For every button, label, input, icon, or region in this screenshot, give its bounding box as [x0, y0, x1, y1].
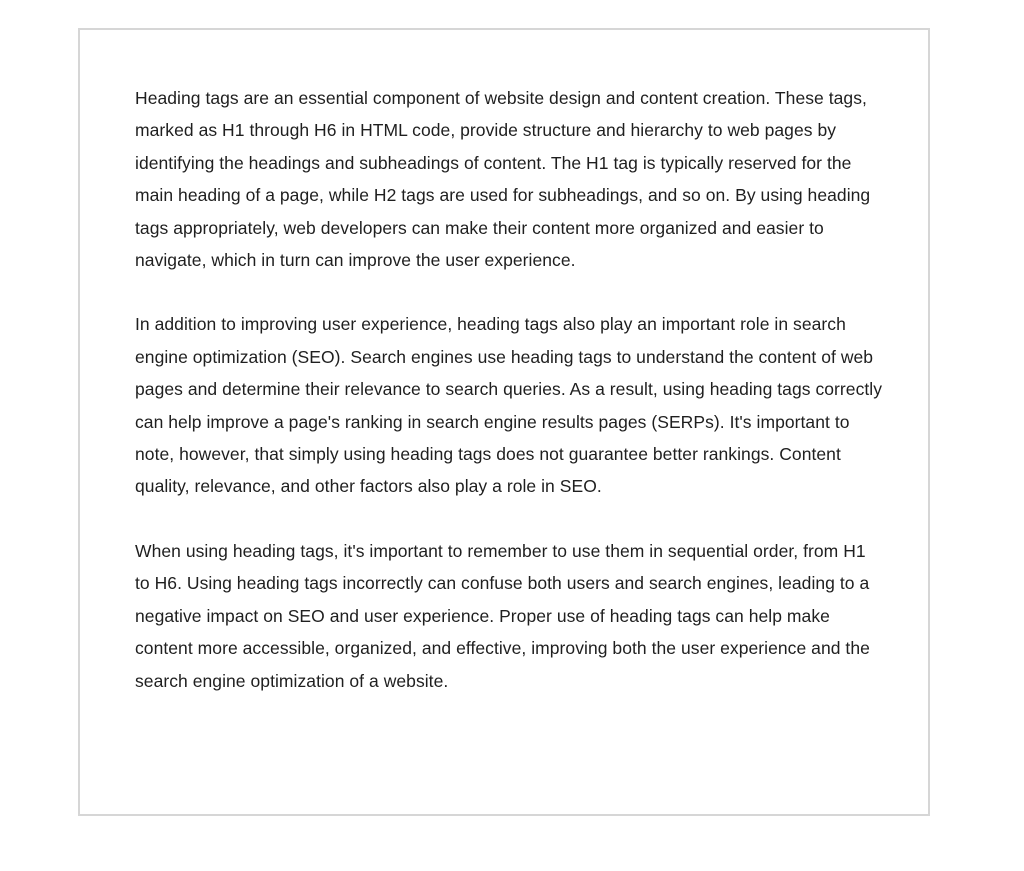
document-card	[78, 28, 930, 816]
paragraph-1: Heading tags are an essential component of website design and content creation. These tags, marked as H1 through H6 in HTML code, provide structure and hierarchy to web pages by identifying the headings and subheadings of content. The H1 tag is typically reserved for the main heading of a page, while H2 tags are used for subheadings, and so on. By using heading tags appropriately, web developers can make their content more organized and easier to navigate, which in turn can improve the user experience.	[135, 88, 871, 271]
paragraph-2: In addition to improving user experience, heading tags also play an important role in search engine optimization (SEO). Search engines use heading tags to understand the content of web pages and determine their relevance to search queries. As a result, using heading tags correctly can help improve a page's ranking in search engine results pages (SERPs). It's important to note, however, that simply using heading tags does not guarantee better rankings. Content quality, relevance, and other factors also play a role in SEO.	[135, 314, 883, 497]
document-body	[135, 82, 885, 729]
paragraph-3: When using heading tags, it's important to remember to use them in sequential order, from H1 to H6. Using heading tags incorrectly can confuse both users and search engines, leading to a negative impact on SEO and user experience. Proper use of heading tags can help make content more accessible, organized, and effective, improving both the user experience and the search engine optimization of a website.	[135, 540, 870, 691]
